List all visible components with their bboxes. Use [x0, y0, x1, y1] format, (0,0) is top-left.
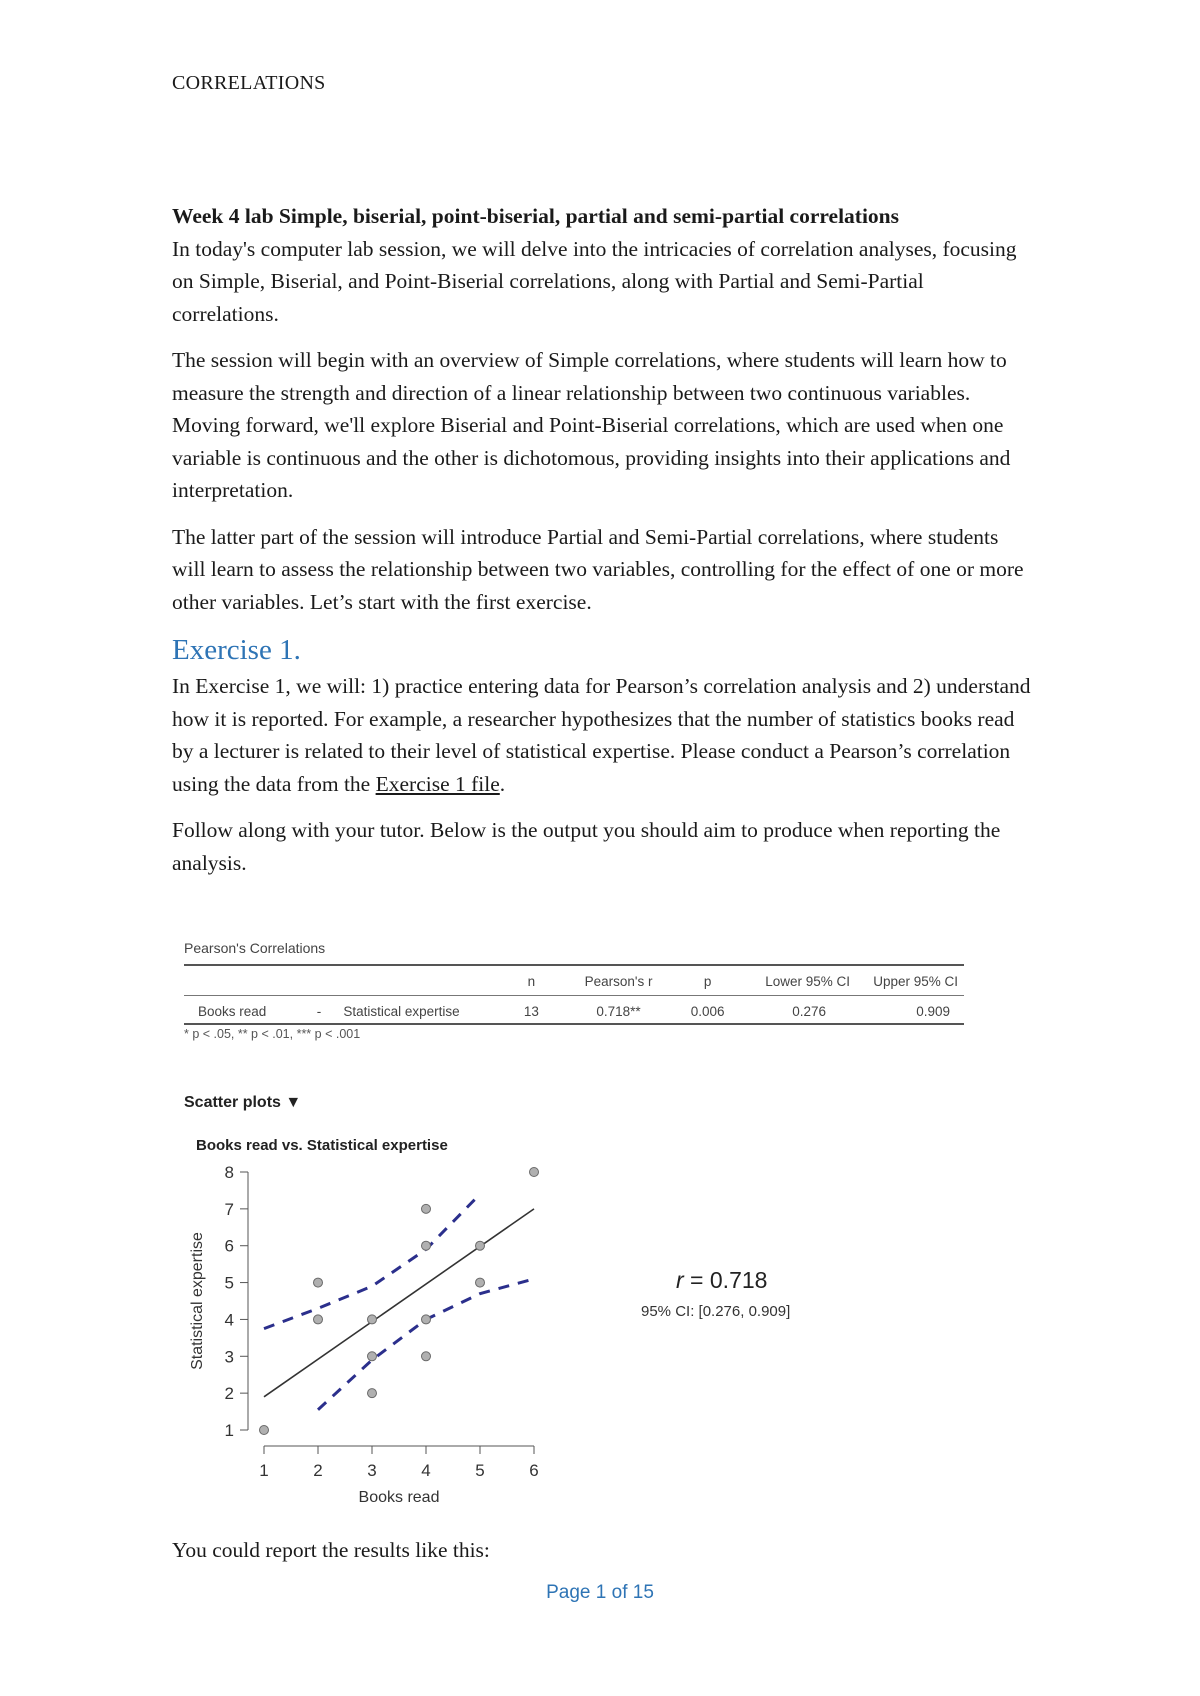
exercise-1-heading: Exercise 1. — [172, 634, 301, 666]
footer-current-page: 1 — [595, 1582, 607, 1603]
data-point — [476, 1278, 485, 1287]
table-header — [184, 965, 301, 996]
data-point — [368, 1315, 377, 1324]
data-point — [314, 1278, 323, 1287]
table-cell-dash: - — [301, 996, 338, 1025]
data-point — [260, 1426, 269, 1435]
pearson-table — [184, 964, 964, 1025]
running-header: CORRELATIONS — [172, 72, 326, 94]
report-intro: You could report the results like this: — [172, 1538, 490, 1562]
x-tick-label: 1 — [259, 1461, 269, 1480]
table-header — [301, 965, 338, 996]
exercise-1-file-link[interactable]: Exercise 1 file — [375, 771, 500, 796]
data-point — [530, 1168, 539, 1177]
scatter-plot — [180, 1126, 820, 1526]
chart-title: Books read vs. Statistical expertise — [196, 1137, 448, 1154]
regression-line — [264, 1209, 534, 1397]
y-tick-label: 6 — [224, 1236, 234, 1256]
y-axis-label: Statistical expertise — [189, 1232, 206, 1370]
page-footer — [0, 1582, 1200, 1604]
lab-title: Week 4 lab Simple, biserial, point-biserial, partial and semi-partial correlations — [172, 204, 900, 228]
pearson-table-header-row — [184, 965, 964, 996]
intro-paragraph — [172, 200, 1032, 330]
table-header-lower-ci: Lower 95% CI — [745, 965, 856, 996]
scatter-plots-toggle[interactable]: Scatter plots ▼ — [184, 1094, 302, 1111]
data-point — [422, 1241, 431, 1250]
ci-annotation: 95% CI: [0.276, 0.909] — [641, 1303, 791, 1320]
x-tick-label: 3 — [367, 1461, 377, 1480]
table-header-upper-ci: Upper 95% CI — [856, 965, 964, 996]
y-tick-label: 5 — [224, 1273, 234, 1293]
data-points — [260, 1168, 539, 1435]
data-point — [422, 1315, 431, 1324]
table-header-n: n — [496, 965, 567, 996]
exercise-1-instructions: Follow along with your tutor. Below is the output you should aim to produce when reporting the analysis. — [172, 818, 1001, 875]
footer-page-label: Page — [546, 1582, 596, 1603]
exercise-1-paragraph — [172, 670, 1032, 800]
y-tick-label: 3 — [224, 1347, 234, 1367]
ci-upper-line — [264, 1200, 475, 1329]
x-tick-label: 6 — [529, 1461, 539, 1480]
x-tick-label: 2 — [313, 1461, 323, 1480]
data-point — [314, 1315, 323, 1324]
data-point — [422, 1204, 431, 1213]
table-cell-n: 13 — [496, 996, 567, 1025]
footer-of-label: of — [606, 1582, 633, 1603]
table-cell-upper-ci: 0.909 — [856, 996, 964, 1025]
table-cell-lower-ci: 0.276 — [745, 996, 856, 1025]
exercise-1-text: In Exercise 1, we will: 1) practice entering data for Pearson’s correlation analysis and 2) understand how it is reported. For example, a researcher hypothesizes that the number of statistics books read by a lecturer is related to their level of statistical expertise. Please conduct a Pearson’s correlation using the data from the — [172, 674, 1031, 796]
data-point — [476, 1241, 485, 1250]
pearson-correlations-output — [184, 940, 974, 1041]
r-value: = 0.718 — [683, 1267, 768, 1293]
data-point — [368, 1389, 377, 1398]
fit-line — [264, 1209, 534, 1397]
significance-note: * p < .05, ** p < .01, *** p < .001 — [184, 1027, 361, 1041]
exercise-1-period: . — [499, 771, 506, 796]
table-row — [184, 996, 964, 1025]
table-header-p: p — [670, 965, 745, 996]
x-axis-label: Books read — [358, 1489, 440, 1506]
y-tick-label: 8 — [224, 1163, 234, 1182]
confidence-band — [264, 1200, 534, 1410]
y-tick-label: 1 — [224, 1421, 234, 1440]
y-tick-label: 2 — [224, 1384, 234, 1404]
r-symbol: r — [676, 1267, 684, 1293]
intro-text-3: The latter part of the session will introduce Partial and Semi-Partial correlations, where students will learn to assess the relationship between two variables, controlling for the effect of one or more other variables. Let’s start with the first exercise. — [172, 524, 1024, 614]
pearson-table-title: Pearson's Correlations — [184, 940, 326, 956]
r-annotation — [676, 1267, 767, 1293]
table-cell-variable-2: Statistical expertise — [337, 996, 496, 1025]
axes — [225, 1163, 539, 1480]
x-tick-label: 5 — [475, 1461, 485, 1480]
intro-text-1: In today's computer lab session, we will delve into the intricacies of correlation analyses, focusing on Simple, Biserial, and Point-Biserial correlations, along with Partial and Semi-Partial correlations. — [172, 236, 1017, 326]
table-cell-pearson-r: 0.718** — [567, 996, 671, 1025]
data-point — [368, 1352, 377, 1361]
data-point — [422, 1352, 431, 1361]
footer-total-pages: 15 — [632, 1582, 654, 1603]
y-tick-label: 7 — [224, 1199, 234, 1219]
intro-text-2: The session will begin with an overview of Simple correlations, where students will learn how to measure the strength and direction of a linear relationship between two continuous variables. Moving forward, we'll explore Biserial and Point-Biserial correlations, which are used when one variable is continuous and the other is dichotomous, providing insights into their applications and interpretation. — [172, 348, 1011, 502]
x-tick-label: 4 — [421, 1461, 431, 1480]
body-content — [172, 200, 1032, 893]
y-tick-label: 4 — [224, 1310, 234, 1330]
ci-lower-line — [318, 1279, 534, 1410]
table-cell-variable-1: Books read — [184, 996, 301, 1025]
table-header — [337, 965, 496, 996]
table-header-pearson-r: Pearson's r — [567, 965, 671, 996]
table-cell-p: 0.006 — [670, 996, 745, 1025]
